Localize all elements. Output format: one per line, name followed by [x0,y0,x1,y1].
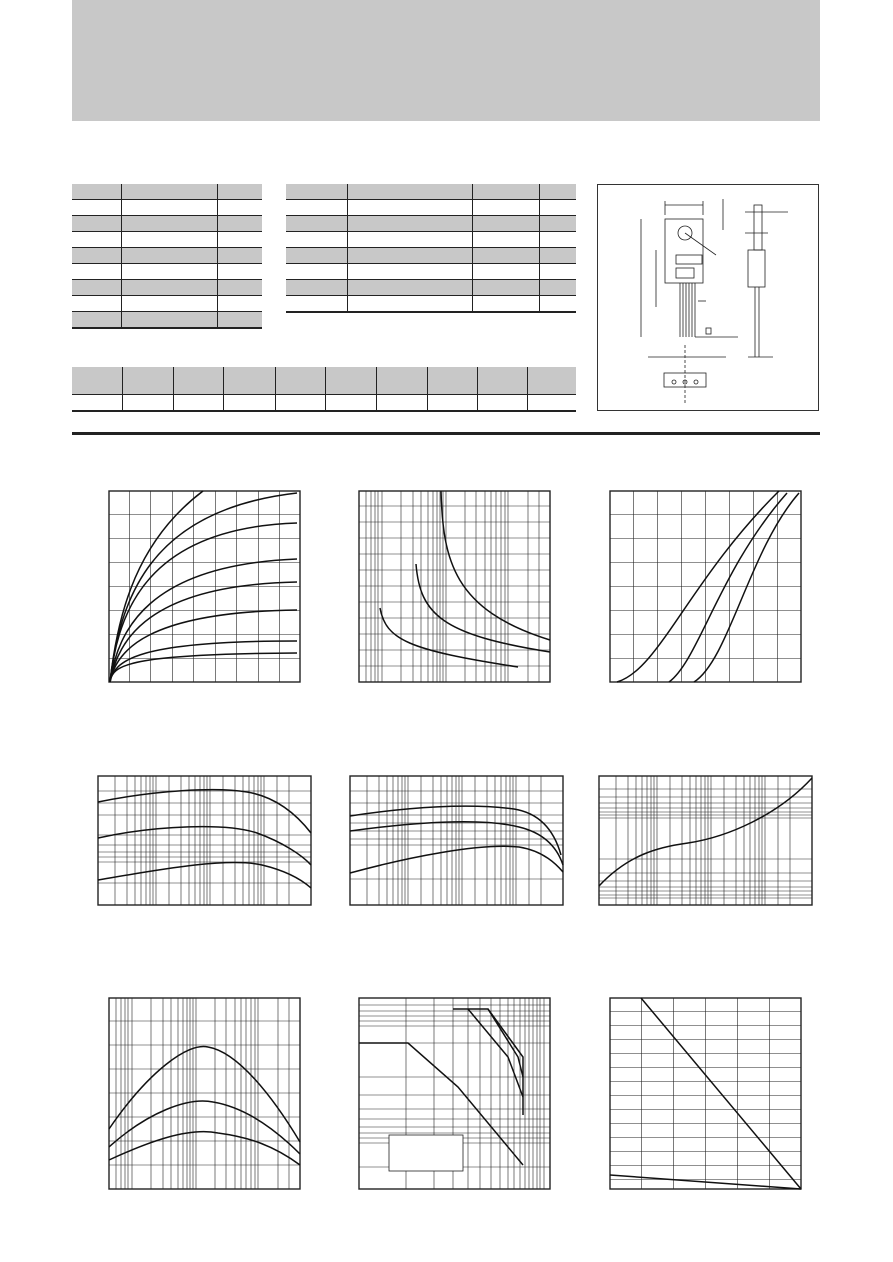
header-band [72,0,820,121]
classification-table [72,367,576,412]
chart-derating [609,997,803,1191]
chart-s-curve [598,775,814,907]
chart-ic-vce [108,490,302,684]
chart-hfe-2 [349,775,565,907]
chart-log-decay [358,490,552,684]
section-divider [72,432,820,435]
chart-transfer [609,490,803,684]
chart-hfe-1 [97,775,313,907]
package-outline-box [597,184,819,411]
left-spec-table [72,184,262,329]
package-outline-drawing [598,185,818,410]
chart-peak [108,997,302,1191]
middle-spec-table [286,184,576,313]
chart-safe-operating-area [358,997,552,1191]
